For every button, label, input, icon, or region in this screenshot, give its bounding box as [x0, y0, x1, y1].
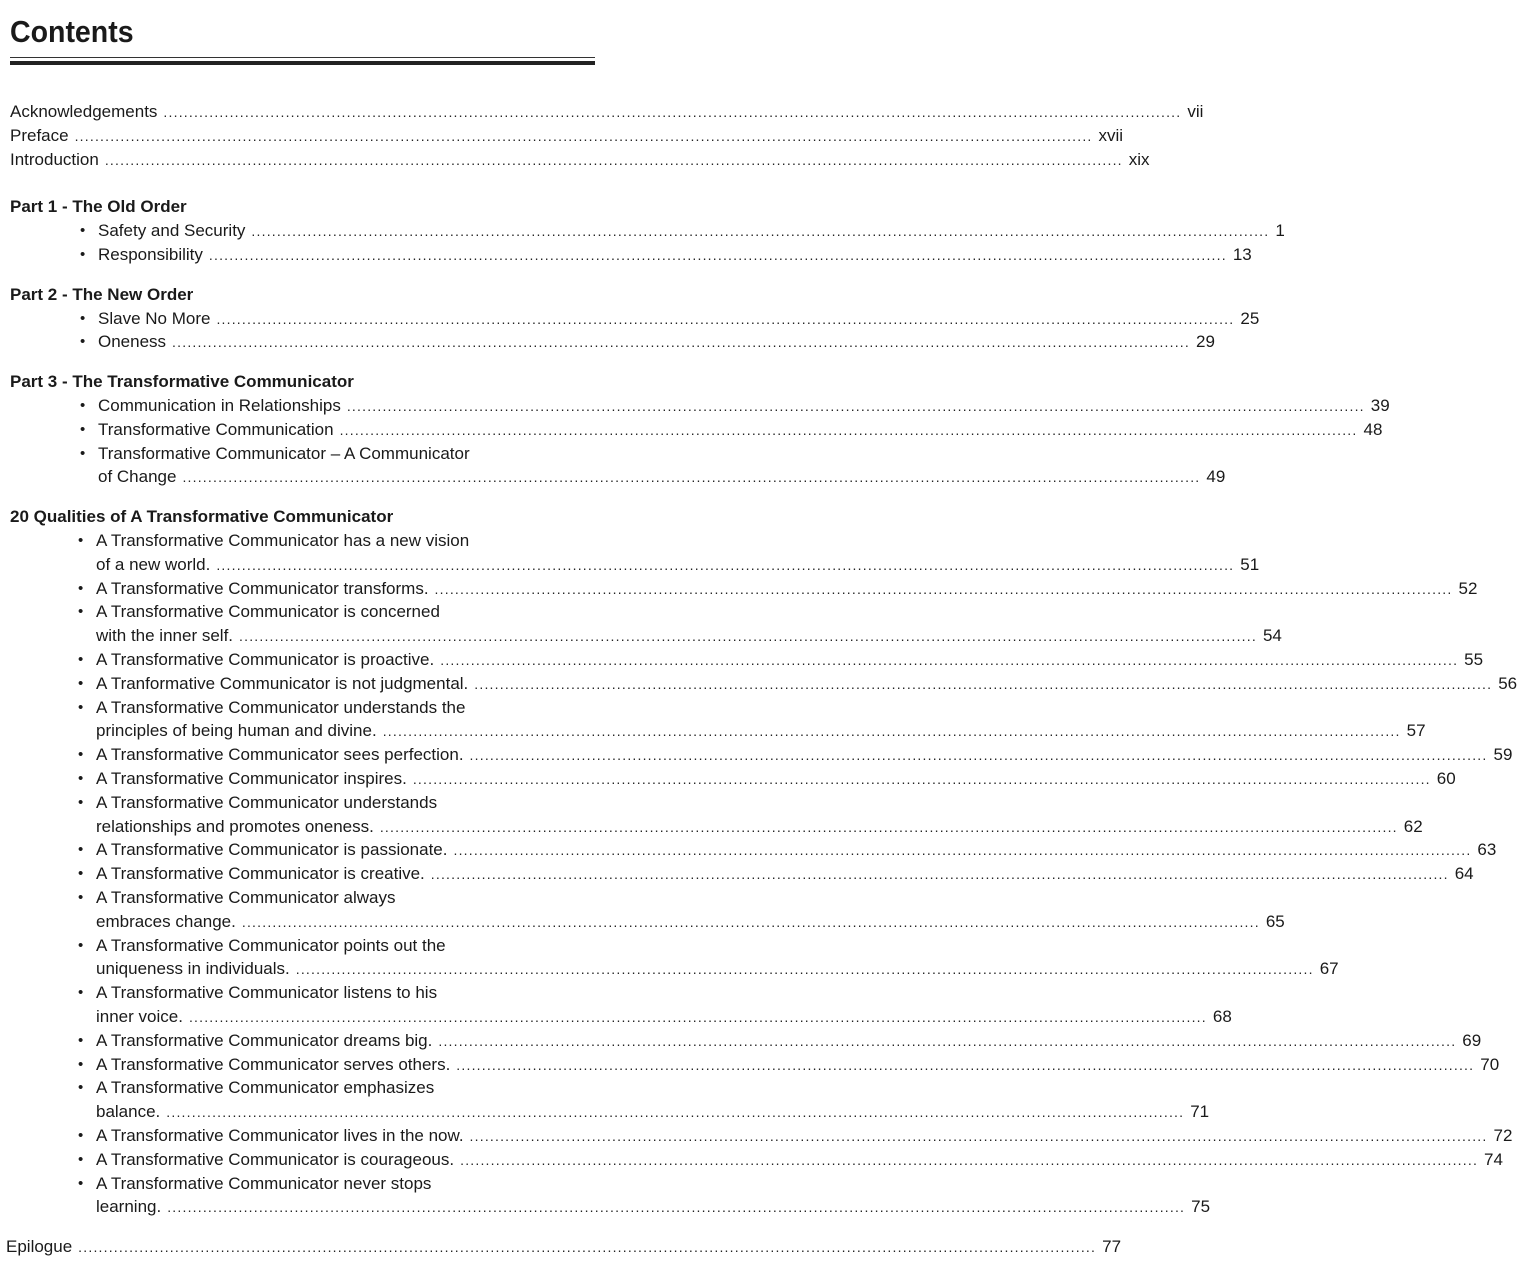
bullet-icon: • [78, 603, 84, 621]
dot-leader: ........................................................................................................................................................................................................ [339, 421, 1358, 438]
dot-leader: ........................................................................................................................................................................................................ [241, 913, 1260, 930]
toc-entry [96, 672, 1517, 696]
entry-title-line: A Transformative Communicator understands the [96, 697, 466, 717]
dot-leader: ........................................................................................................................................................................................................ [438, 1032, 1457, 1049]
page-number: 55 [1464, 650, 1484, 669]
page-number: 60 [1436, 769, 1456, 788]
part-heading: Part 3 - The Transformative Communicator [10, 372, 354, 392]
bullet-icon: • [78, 865, 84, 883]
dot-leader: ........................................................................................................................................................................................................ [474, 675, 1493, 692]
entry-title: principles of being human and divine. [96, 721, 377, 741]
toc-entry [96, 767, 1456, 791]
entry-title: embraces change. [96, 911, 236, 931]
toc-entry [96, 1005, 1232, 1029]
page-number: 71 [1190, 1102, 1210, 1122]
entry-title: A Transformative Communicator sees perfection. [96, 745, 464, 765]
page-number: 51 [1240, 554, 1260, 574]
bullet-icon: • [78, 532, 84, 549]
dot-leader: ........................................................................................................................................................................................................ [469, 1128, 1488, 1144]
toc-entry [96, 1053, 1500, 1077]
dot-leader: ........................................................................................................................................................................................................ [167, 1199, 1186, 1216]
toc-entry [6, 1235, 1122, 1259]
dot-leader: ........................................................................................................................................................................................................ [208, 247, 1227, 263]
entry-title: Communication in Relationships [98, 396, 341, 415]
bullet-icon: • [78, 698, 84, 716]
toc-entry [96, 648, 1484, 672]
bullet-icon: • [78, 674, 84, 692]
bullet-icon: • [78, 793, 84, 811]
toc-entry [96, 1124, 1513, 1148]
entry-title: Safety and Security [98, 221, 246, 241]
bullet-icon: • [78, 1055, 84, 1073]
page-number: 67 [1319, 959, 1339, 979]
page-number: 56 [1498, 673, 1517, 693]
toc-entry [96, 838, 1497, 862]
dot-leader: ........................................................................................................................................................................................................ [251, 223, 1270, 240]
bullet-icon: • [78, 841, 84, 859]
toc-entry [98, 465, 1226, 489]
dot-leader: ........................................................................................................................................................................................................ [434, 580, 1453, 597]
dot-leader: ........................................................................................................................................................................................................ [239, 628, 1257, 645]
page-number: 13 [1232, 245, 1252, 264]
page-number: xvii [1098, 125, 1124, 145]
bullet-icon: • [80, 222, 86, 240]
bullet-icon: • [80, 444, 86, 462]
dot-leader: ........................................................................................................................................................................................................ [346, 398, 1365, 414]
entry-title: A Transformative Communicator dreams big. [96, 1030, 433, 1050]
entry-title: Epilogue [6, 1237, 73, 1257]
toc-entry [96, 910, 1285, 934]
entry-title: of a new world. [96, 554, 211, 574]
page-number: 70 [1480, 1054, 1500, 1074]
page-number: xix [1128, 149, 1150, 169]
bullet-icon: • [80, 420, 86, 438]
dot-leader: ........................................................................................................................................................................................................ [74, 127, 1093, 144]
bullet-icon: • [80, 333, 86, 351]
page-number: 57 [1406, 721, 1426, 741]
entry-title-line: A Transformative Communicator emphasizes [96, 1078, 435, 1098]
bullet-icon: • [78, 746, 84, 764]
entry-title-line: A Transformative Communicator listens to his [96, 983, 438, 1003]
page-number: 65 [1265, 911, 1285, 931]
dot-leader: ........................................................................................................................................................................................................ [295, 961, 1314, 978]
part-heading: Part 2 - The New Order [10, 284, 194, 304]
entry-title: A Tranformative Communicator is not judgmental. [96, 673, 469, 693]
page-number: 74 [1484, 1149, 1503, 1169]
toc-entry [98, 307, 1260, 331]
dot-leader: ........................................................................................................................................................................................................ [440, 652, 1459, 668]
bullet-icon: • [78, 651, 84, 668]
part-heading: Part 1 - The Old Order [10, 197, 187, 217]
entry-title: A Transformative Communicator is passionate. [96, 840, 448, 860]
toc-entry [10, 148, 1150, 172]
bullet-icon: • [80, 246, 86, 263]
entry-title: learning. [96, 1197, 162, 1217]
entry-title-line: A Transformative Communicator understands [96, 792, 438, 812]
page-number: 72 [1493, 1126, 1513, 1145]
toc-entry [96, 719, 1426, 743]
toc-entry [96, 815, 1423, 839]
toc-entry [98, 394, 1390, 418]
bullet-icon: • [78, 936, 84, 954]
toc-entry [98, 243, 1252, 267]
entry-title: A Transformative Communicator serves others. [96, 1054, 451, 1074]
page-number: 63 [1477, 840, 1497, 860]
page-number: vii [1187, 102, 1204, 121]
dot-leader: ........................................................................................................................................................................................................ [453, 842, 1472, 859]
bullet-icon: • [80, 397, 86, 414]
entry-title: uniqueness in individuals. [96, 959, 290, 979]
page-number: 59 [1493, 745, 1513, 765]
page-number: 68 [1212, 1007, 1232, 1026]
dot-leader: ........................................................................................................................................................................................................ [188, 1009, 1207, 1025]
page-number: 49 [1206, 467, 1226, 487]
toc-entry [96, 957, 1339, 981]
dot-leader: ........................................................................................................................................................................................................ [216, 556, 1235, 573]
entry-title-line: A Transformative Communicator never stops [96, 1173, 432, 1193]
page-number: 77 [1102, 1237, 1122, 1257]
page-number: 54 [1262, 626, 1282, 646]
toc-entry [96, 1029, 1482, 1053]
dot-leader: ........................................................................................................................................................................................................ [456, 1056, 1475, 1073]
part-heading: 20 Qualities of A Transformative Communicator [10, 507, 394, 527]
page-number: 29 [1195, 332, 1215, 352]
bullet-icon: • [78, 1150, 84, 1168]
entry-title: A Transformative Communicator is courageous. [96, 1149, 455, 1169]
toc-entry [96, 553, 1260, 577]
dot-leader: ........................................................................................................................................................................................................ [104, 151, 1123, 168]
page-number: 1 [1275, 221, 1285, 241]
toc-entry [96, 624, 1282, 648]
entry-title: relationships and promotes oneness. [96, 816, 374, 836]
bullet-icon: • [78, 1031, 84, 1049]
entry-title-line: A Transformative Communicator points out the [96, 935, 446, 955]
dot-leader: ........................................................................................................................................................................................................ [412, 771, 1431, 787]
dot-leader: ........................................................................................................................................................................................................ [182, 469, 1201, 486]
bullet-icon: • [78, 984, 84, 1002]
page-title: Contents [10, 14, 134, 49]
dot-leader: ........................................................................................................................................................................................................ [163, 104, 1182, 120]
dot-leader: ........................................................................................................................................................................................................ [382, 723, 1401, 740]
toc-entry [96, 1148, 1503, 1172]
entry-title: balance. [96, 1102, 161, 1122]
bullet-icon: • [78, 579, 84, 597]
bullet-icon: • [78, 1174, 84, 1192]
entry-title-line: A Transformative Communicator is concerned [96, 602, 440, 622]
page-number: 48 [1363, 419, 1383, 439]
entry-title-line: Transformative Communicator – A Communicator [98, 443, 470, 463]
entry-title: Introduction [10, 149, 99, 169]
entry-title: Preface [10, 125, 69, 145]
bullet-icon: • [78, 889, 84, 906]
dot-leader: ........................................................................................................................................................................................................ [216, 310, 1235, 327]
dot-leader: ........................................................................................................................................................................................................ [78, 1239, 1097, 1256]
entry-title: Oneness [98, 332, 167, 352]
bullet-icon: • [78, 1079, 84, 1097]
dot-leader: ........................................................................................................................................................................................................ [166, 1104, 1185, 1121]
toc-entry [96, 1195, 1211, 1219]
entry-title: Responsibility [98, 245, 203, 264]
entry-title-line: A Transformative Communicator has a new vision [96, 531, 470, 550]
page-number: 52 [1458, 578, 1478, 598]
toc-entry [96, 862, 1474, 886]
title-rule-thin [10, 57, 595, 58]
dot-leader: ........................................................................................................................................................................................................ [172, 334, 1190, 351]
bullet-icon: • [78, 1127, 84, 1144]
page-number: 75 [1191, 1197, 1211, 1217]
entry-title: inner voice. [96, 1007, 183, 1026]
toc-entry [98, 330, 1215, 354]
page-number: 62 [1403, 816, 1423, 836]
entry-title: A Transformative Communicator transforms. [96, 578, 429, 598]
toc-entry [98, 219, 1285, 243]
entry-title: Acknowledgements [10, 102, 158, 121]
page-number: 25 [1240, 308, 1260, 328]
toc-entry [10, 124, 1124, 148]
page-number: 64 [1454, 864, 1474, 884]
dot-leader: ........................................................................................................................................................................................................ [430, 866, 1449, 883]
bullet-icon: • [78, 770, 84, 787]
title-rule-thick [10, 61, 595, 65]
dot-leader: ........................................................................................................................................................................................................ [460, 1151, 1479, 1168]
entry-title: A Transformative Communicator is proactive. [96, 650, 435, 669]
page-number: 69 [1462, 1030, 1482, 1050]
entry-title: Slave No More [98, 308, 211, 328]
toc-entry [96, 1100, 1210, 1124]
dot-leader: ........................................................................................................................................................................................................ [379, 818, 1398, 835]
entry-title: A Transformative Communicator is creative. [96, 864, 425, 884]
toc-entry [96, 577, 1478, 601]
entry-title: A Transformative Communicator inspires. [96, 769, 407, 788]
toc-entry [98, 418, 1383, 442]
entry-title: A Transformative Communicator lives in the now. [96, 1126, 464, 1145]
toc-entry [10, 100, 1204, 124]
entry-title: Transformative Communication [98, 419, 334, 439]
dot-leader: ........................................................................................................................................................................................................ [469, 747, 1488, 764]
toc-entry [96, 743, 1513, 767]
entry-title: with the inner self. [96, 626, 234, 646]
bullet-icon: • [80, 309, 86, 327]
page-number: 39 [1370, 396, 1390, 415]
entry-title-line: A Transformative Communicator always [96, 888, 396, 907]
entry-title: of Change [98, 467, 177, 487]
